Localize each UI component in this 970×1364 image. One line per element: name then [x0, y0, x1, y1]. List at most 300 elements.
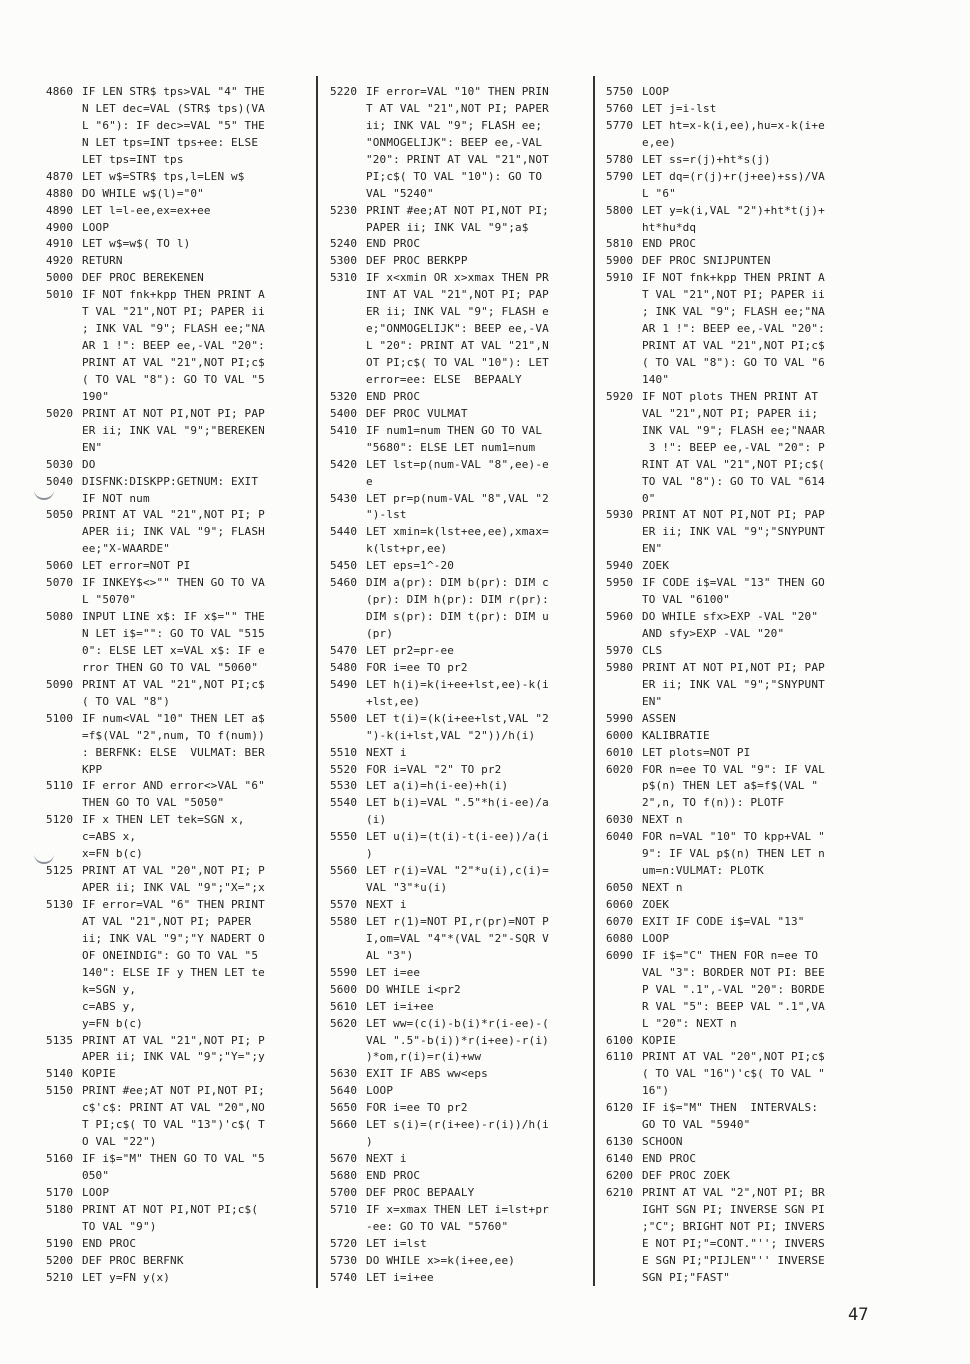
code-line	[46, 1016, 286, 1033]
line-number: 6140	[606, 1152, 634, 1166]
code-line	[606, 1083, 846, 1100]
code-text: IF x THEN LET tek=SGN x,	[82, 813, 245, 827]
line-number: 5070	[46, 576, 74, 590]
code-text: T AT VAL "21",NOT PI; PAPER	[366, 101, 549, 115]
code-text: END PROC	[642, 1152, 697, 1166]
code-line	[46, 169, 286, 186]
code-line	[330, 1185, 570, 1202]
code-text: e;"ONMOGELIJK": BEEP ee,-VA	[366, 322, 549, 336]
code-text: ee;"X-WAARDE"	[82, 542, 171, 556]
code-line	[330, 1168, 570, 1185]
code-line	[46, 592, 286, 609]
code-line	[606, 440, 846, 457]
code-text: INK VAL "9"; FLASH ee;"NAAR	[642, 423, 825, 437]
code-text: APER ii; INK VAL "9";"X=";x	[82, 881, 265, 895]
code-line	[606, 1253, 846, 1270]
code-line	[606, 914, 846, 931]
code-line	[46, 457, 286, 474]
line-number: 6130	[606, 1135, 634, 1149]
code-line	[46, 524, 286, 541]
line-number: 5510	[330, 745, 358, 759]
code-text: IGHT SGN PI; INVERSE SGN PI	[642, 1202, 825, 1216]
code-line	[606, 812, 846, 829]
code-line	[330, 914, 570, 931]
line-number: 5200	[46, 1253, 74, 1267]
code-text: VAL "3"*u(i)	[366, 881, 448, 895]
code-text: LET pr2=pr-ee	[366, 643, 455, 657]
line-number: 5020	[46, 406, 74, 420]
code-line	[46, 474, 286, 491]
code-line	[46, 321, 286, 338]
code-line	[606, 1033, 846, 1050]
code-line	[606, 321, 846, 338]
line-number: 5600	[330, 982, 358, 996]
code-text: E SGN PI;"PIJLEN"'' INVERSE	[642, 1253, 825, 1267]
line-number: 5120	[46, 813, 74, 827]
code-line	[606, 982, 846, 999]
line-number: 5080	[46, 610, 74, 624]
code-text: ; INK VAL "9"; FLASH ee;"NA	[82, 322, 265, 336]
line-number: 5980	[606, 660, 634, 674]
code-line	[46, 1134, 286, 1151]
code-text: EXIT IF CODE i$=VAL "13"	[642, 914, 805, 928]
code-text: PI;c$( TO VAL "10"): GO TO	[366, 169, 543, 183]
code-text: ii; INK VAL "9"; FLASH ee;	[366, 118, 543, 132]
code-text: PRINT AT NOT PI,NOT PI; PAP	[82, 406, 265, 420]
line-number: 5740	[330, 1270, 358, 1284]
code-line	[330, 948, 570, 965]
code-text: IF i$="M" THEN INTERVALS:	[642, 1101, 819, 1115]
line-number: 5580	[330, 914, 358, 928]
code-line	[606, 1151, 846, 1168]
code-text: e,ee)	[642, 135, 676, 149]
code-line	[330, 778, 570, 795]
code-text: L "5070"	[82, 593, 137, 607]
code-line	[330, 728, 570, 745]
code-text: CLS	[642, 643, 663, 657]
code-text: NEXT i	[366, 898, 407, 911]
code-text: IF num<VAL "10" THEN LET a$	[82, 711, 265, 725]
code-text: T VAL "21",NOT PI; PAPER ii	[82, 305, 265, 319]
line-number: 5300	[330, 254, 358, 268]
code-text: c=ABS y,	[82, 999, 137, 1013]
code-text: AR 1 !": BEEP ee,-VAL "20":	[82, 339, 265, 353]
code-text: L "6"	[642, 186, 676, 200]
code-text: LET w$=STR$ tps,l=LEN w$	[82, 169, 245, 183]
code-text: ( TO VAL "16")'c$( TO VAL "	[642, 1067, 825, 1081]
code-line	[46, 1219, 286, 1236]
code-line	[46, 626, 286, 643]
code-line	[606, 118, 846, 135]
code-text: LET i=ee	[366, 965, 421, 979]
code-line	[330, 1151, 570, 1168]
code-line	[606, 745, 846, 762]
code-line	[330, 474, 570, 491]
code-line	[46, 897, 286, 914]
line-number: 6080	[606, 931, 634, 945]
code-text: KOPIE	[642, 1033, 676, 1047]
code-text: ER ii; INK VAL "9"; FLASH e	[366, 305, 549, 319]
code-text: PRINT AT NOT PI,NOT PI; PAP	[642, 508, 825, 522]
code-line	[330, 982, 570, 999]
code-line	[330, 372, 570, 389]
code-line	[606, 203, 846, 220]
code-line	[46, 846, 286, 863]
code-line	[46, 1100, 286, 1117]
line-number: 5680	[330, 1169, 358, 1182]
code-text: DEF PROC BERFNK	[82, 1253, 184, 1267]
code-text: IF INKEY$<>"" THEN GO TO VA	[82, 576, 265, 590]
code-text: E NOT PI;"=CONT."''; INVERS	[642, 1236, 825, 1250]
code-text: PRINT AT NOT PI,NOT PI;c$(	[82, 1202, 259, 1216]
code-line	[606, 507, 846, 524]
code-text: LOOP	[82, 1185, 110, 1199]
code-text: IF i$="M" THEN GO TO VAL "5	[82, 1152, 265, 1166]
code-text: LET pr=p(num-VAL "8",VAL "2	[366, 491, 549, 505]
code-line	[330, 135, 570, 152]
code-line	[46, 948, 286, 965]
line-number: 6110	[606, 1050, 634, 1064]
code-line	[330, 762, 570, 779]
code-text: LET dq=(r(j)+r(j+ee)+ss)/VA	[642, 169, 825, 183]
code-line	[46, 118, 286, 135]
code-text: 0"	[642, 491, 656, 505]
code-text: LET ss=r(j)+ht*s(j)	[642, 152, 771, 166]
code-line	[606, 372, 846, 389]
line-number: 5550	[330, 830, 358, 844]
code-text: LET lst=p(num-VAL "8",ee)-e	[366, 457, 549, 471]
code-text: EN"	[642, 694, 663, 708]
code-line	[606, 474, 846, 491]
code-line	[330, 524, 570, 541]
code-line	[46, 236, 286, 253]
code-text: OT PI;c$( TO VAL "10"): LET	[366, 356, 549, 369]
code-text: ;"C"; BRIGHT NOT PI; INVERS	[642, 1219, 825, 1233]
code-text: DEF PROC BERKPP	[366, 254, 468, 268]
code-line	[330, 270, 570, 287]
line-number: 5450	[330, 559, 358, 573]
code-line	[46, 812, 286, 829]
code-text: DIM a(pr): DIM b(pr): DIM c	[366, 576, 549, 590]
code-line	[606, 558, 846, 575]
code-text: EXIT IF ABS ww<eps	[366, 1067, 488, 1081]
code-text: KOPIE	[82, 1067, 116, 1081]
code-text: N LET i$="": GO TO VAL "515	[82, 627, 265, 640]
code-text: APER ii; INK VAL "9"; FLASH	[82, 525, 265, 539]
column-divider	[593, 76, 595, 1286]
code-line	[46, 1151, 286, 1168]
code-line	[46, 152, 286, 169]
code-text: DEF PROC ZOEK	[642, 1169, 731, 1182]
code-line	[46, 575, 286, 592]
code-text: END PROC	[366, 237, 421, 251]
code-text: LET y=k(i,VAL "2")+ht*t(j)+	[642, 203, 825, 217]
line-number: 4920	[46, 254, 74, 268]
code-text: PRINT AT NOT PI,NOT PI; PAP	[642, 660, 825, 674]
line-number: 6030	[606, 813, 634, 827]
code-text: ( TO VAL "8")	[82, 694, 171, 708]
code-line	[46, 507, 286, 524]
line-number: 5590	[330, 965, 358, 979]
code-line	[46, 1066, 286, 1083]
code-line	[330, 287, 570, 304]
code-line	[606, 1117, 846, 1134]
code-text: IF NOT fnk+kpp THEN PRINT A	[82, 288, 265, 302]
line-number: 5310	[330, 271, 358, 285]
code-text: R VAL "5": BEEP VAL ".1",VA	[642, 999, 825, 1013]
code-text: error=ee: ELSE BEPAALY	[366, 372, 522, 386]
code-line	[330, 846, 570, 863]
code-text: k=SGN y,	[82, 982, 137, 996]
code-text: LET s(i)=(r(i+ee)-r(i))/h(i	[366, 1118, 549, 1132]
code-text: (pr)	[366, 627, 394, 640]
code-line	[46, 1168, 286, 1185]
code-text: ")-lst	[366, 508, 407, 522]
code-line	[330, 812, 570, 829]
line-number: 5730	[330, 1253, 358, 1267]
code-text: =f$(VAL "2",num, TO f(num))	[82, 728, 265, 742]
code-text: rror THEN GO TO VAL "5060"	[82, 660, 259, 674]
code-line	[330, 491, 570, 508]
line-number: 6200	[606, 1169, 634, 1182]
listing-column-2	[330, 84, 570, 1287]
code-line	[46, 304, 286, 321]
code-line	[46, 1083, 286, 1100]
line-number: 5240	[330, 237, 358, 251]
code-line	[46, 1033, 286, 1050]
code-text: um=n:VULMAT: PLOTK	[642, 864, 764, 878]
line-number: 5930	[606, 508, 634, 522]
code-line	[46, 609, 286, 626]
code-text: DEF PROC VULMAT	[366, 406, 468, 420]
code-text: ( TO VAL "8"): GO TO VAL "6	[642, 356, 825, 369]
line-number: 5960	[606, 610, 634, 624]
line-number: 5530	[330, 779, 358, 793]
code-line	[330, 1100, 570, 1117]
code-text: AL "3")	[366, 948, 414, 962]
code-line	[46, 728, 286, 745]
column-divider	[316, 76, 318, 1288]
code-line	[46, 931, 286, 948]
code-line	[46, 694, 286, 711]
line-number: 5420	[330, 457, 358, 471]
code-line	[330, 541, 570, 558]
code-text: LET j=i-lst	[642, 101, 717, 115]
code-text: NEXT n	[642, 881, 683, 895]
code-line	[330, 931, 570, 948]
code-line	[46, 677, 286, 694]
code-text: LOOP	[366, 1084, 394, 1098]
code-line	[330, 101, 570, 118]
line-number: 5130	[46, 898, 74, 911]
code-text: DEF PROC BEREKENEN	[82, 271, 204, 285]
code-line	[330, 304, 570, 321]
code-text: NEXT i	[366, 1152, 407, 1166]
code-line	[330, 253, 570, 270]
code-line	[606, 1016, 846, 1033]
code-text: c$'c$: PRINT AT VAL "20",NO	[82, 1101, 265, 1115]
code-text: "ONMOGELIJK": BEEP ee,-VAL	[366, 135, 543, 149]
code-line	[46, 1185, 286, 1202]
code-text: PAPER ii; INK VAL "9";a$	[366, 220, 529, 234]
code-line	[606, 575, 846, 592]
code-text: IF NOT fnk+kpp THEN PRINT A	[642, 271, 825, 285]
code-text: PRINT AT VAL "21",NOT PI;c$	[642, 339, 825, 353]
code-line	[330, 203, 570, 220]
code-text: PRINT AT VAL "20",NOT PI; P	[82, 864, 265, 878]
code-text: LET ht=x-k(i,ee),hu=x-k(i+e	[642, 118, 825, 132]
code-text: NEXT i	[366, 745, 407, 759]
line-number: 5760	[606, 101, 634, 115]
code-text: )	[366, 1135, 373, 1149]
code-line	[606, 541, 846, 558]
code-line	[330, 152, 570, 169]
code-line	[46, 491, 286, 508]
code-line	[606, 728, 846, 745]
line-number: 5660	[330, 1118, 358, 1132]
code-line	[46, 101, 286, 118]
code-text: N LET dec=VAL (STR$ tps)(VA	[82, 101, 265, 115]
code-line	[46, 778, 286, 795]
code-line	[330, 169, 570, 186]
code-line	[330, 423, 570, 440]
code-line	[606, 999, 846, 1016]
code-line	[330, 220, 570, 237]
code-text: RETURN	[82, 254, 123, 268]
code-line	[330, 1049, 570, 1066]
code-line	[330, 575, 570, 592]
line-number: 5400	[330, 406, 358, 420]
code-text: LET h(i)=k(i+ee+lst,ee)-k(i	[366, 677, 549, 691]
code-line	[330, 897, 570, 914]
code-text: PRINT AT VAL "21",NOT PI;c$	[82, 356, 265, 369]
code-text: L "20": NEXT n	[642, 1016, 737, 1030]
line-number: 5790	[606, 169, 634, 183]
code-text: 0": ELSE LET x=VAL x$: IF e	[82, 643, 265, 657]
code-text: e	[366, 474, 373, 488]
code-text: TO VAL "9")	[82, 1219, 157, 1233]
code-line	[330, 457, 570, 474]
code-line	[606, 389, 846, 406]
code-line	[330, 694, 570, 711]
line-number: 4880	[46, 186, 74, 200]
code-line	[330, 795, 570, 812]
line-number: 5610	[330, 999, 358, 1013]
code-line	[330, 609, 570, 626]
line-number: 5160	[46, 1152, 74, 1166]
code-line	[46, 1270, 286, 1287]
code-text: IF x=xmax THEN LET i=lst+pr	[366, 1202, 549, 1216]
code-line	[330, 592, 570, 609]
line-number: 5050	[46, 508, 74, 522]
code-line	[330, 1134, 570, 1151]
line-number: 5910	[606, 271, 634, 285]
code-text: KPP	[82, 762, 103, 776]
line-number: 4910	[46, 237, 74, 251]
code-text: : BERFNK: ELSE VULMAT: BER	[82, 745, 265, 759]
line-number: 5650	[330, 1101, 358, 1115]
code-text: END PROC	[642, 237, 697, 251]
code-line	[606, 101, 846, 118]
code-text: LOOP	[642, 931, 670, 945]
line-number: 5125	[46, 864, 74, 878]
code-text: LET b(i)=VAL ".5"*h(i-ee)/a	[366, 796, 549, 810]
line-number: 5150	[46, 1084, 74, 1098]
code-line	[606, 270, 846, 287]
code-text: ER ii; INK VAL "9";"SNYPUNT	[642, 525, 825, 539]
code-text: y=FN b(c)	[82, 1016, 143, 1030]
line-number: 6070	[606, 914, 634, 928]
code-text: DEF PROC BEPAALY	[366, 1185, 475, 1199]
code-line	[46, 660, 286, 677]
code-text: I,om=VAL "4"*(VAL "2"-SQR V	[366, 931, 549, 945]
code-line	[330, 321, 570, 338]
line-number: 4860	[46, 85, 74, 98]
code-line	[606, 1049, 846, 1066]
code-line	[330, 711, 570, 728]
code-text: "20": PRINT AT VAL "21",NOT	[366, 152, 549, 166]
line-number: 5320	[330, 389, 358, 403]
code-text: x=FN b(c)	[82, 847, 143, 861]
line-number: 5170	[46, 1185, 74, 1199]
code-line	[330, 1253, 570, 1270]
code-line	[606, 880, 846, 897]
code-line	[330, 118, 570, 135]
code-text: ( TO VAL "8"): GO TO VAL "5	[82, 372, 265, 386]
code-line	[606, 1270, 846, 1287]
code-line	[46, 186, 286, 203]
code-text: DO WHILE w$(l)="0"	[82, 186, 204, 200]
line-number: 5430	[330, 491, 358, 505]
code-line	[46, 389, 286, 406]
line-number: 5140	[46, 1067, 74, 1081]
code-line	[46, 372, 286, 389]
code-line	[330, 338, 570, 355]
code-line	[606, 948, 846, 965]
code-text: IF NOT num	[82, 491, 150, 505]
line-number: 6210	[606, 1185, 634, 1199]
line-number: 5750	[606, 85, 634, 98]
page-number: 47	[848, 1305, 869, 1325]
code-line	[46, 795, 286, 812]
code-line	[606, 491, 846, 508]
code-text: ASSEN	[642, 711, 676, 725]
code-line	[606, 84, 846, 101]
line-number: 4890	[46, 203, 74, 217]
code-text: IF error AND error<>VAL "6"	[82, 779, 265, 793]
code-text: IF x<xmin OR x>xmax THEN PR	[366, 271, 549, 285]
line-number: 4900	[46, 220, 74, 234]
code-text: LET l=l-ee,ex=ex+ee	[82, 203, 211, 217]
code-line	[46, 270, 286, 287]
code-text: T VAL "21",NOT PI; PAPER ii	[642, 288, 825, 302]
code-text: KALIBRATIE	[642, 728, 710, 742]
line-number: 5900	[606, 254, 634, 268]
listing-column-3	[606, 84, 846, 1287]
code-text: P VAL ".1",-VAL "20": BORDE	[642, 982, 825, 996]
code-text: LET i=lst	[366, 1236, 427, 1250]
code-line	[46, 643, 286, 660]
code-text: PRINT AT VAL "20",NOT PI;c$	[642, 1050, 825, 1064]
code-line	[46, 440, 286, 457]
code-line	[606, 965, 846, 982]
code-text: FOR i=ee TO pr2	[366, 1101, 468, 1115]
line-number: 5540	[330, 796, 358, 810]
code-line	[606, 897, 846, 914]
code-line	[606, 846, 846, 863]
code-line	[606, 186, 846, 203]
code-line	[46, 253, 286, 270]
